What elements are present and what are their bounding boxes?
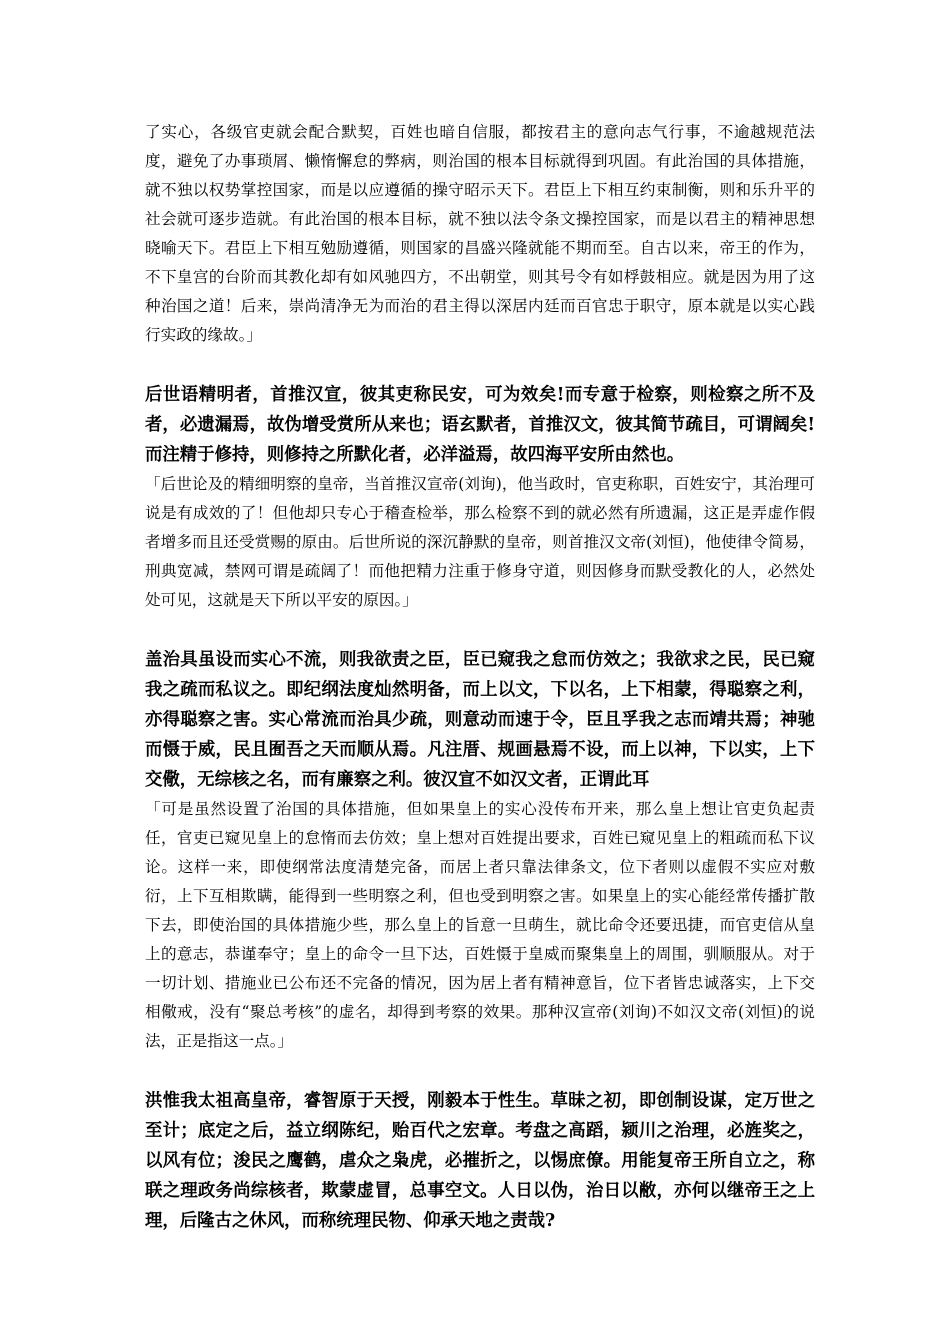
translation-paragraph-1: 了实心，各级官吏就会配合默契，百姓也暗自信服，都按君主的意向志气行事，不逾越规范法度，避免了办事琐屑、懒惰懈怠的弊病，则治国的根本目标就得到巩固。有此治国的具体措施，就不独以权势掌控国家，而是以应遵循的操守昭示天下。君臣上下相互约束制衡，则和乐升平的社会就可逐步造就。有此治国的根本目标，就不独以法令条文操控国家，而是以君主的精神思想晓喻天下。君臣上下相互勉励遵循，则国家的昌盛兴隆就能不期而至。自古以来，帝王的作为，不下皇宫的台阶而其教化却有如风驰四方，不出朝堂，则其号令有如桴鼓相应。就是因为用了这种治国之道！后来，崇尚清净无为而治的君主得以深居内廷而百官忠于职守，原本就是以实心践行实政的缘故。」 bbox=[145, 123, 815, 344]
translation-paragraph-3: 「可是虽然设置了治国的具体措施，但如果皇上的实心没传布开来，那么皇上想让官吏负起责任，官吏已窥见皇上的怠惰而去仿效；皇上想对百姓提出要求，百姓已窥见皇上的粗疏而私下议论。这样一来，即使纲常法度清楚完备，而居上者只靠法律条文，位下者则以虚假不实应对敷衍，上下互相欺瞒，能得到一些明察之利，但也受到明察之害。如果皇上的实心能经常传播扩散下去，即使治国的具体措施少些，那么皇上的旨意一旦萌生，就比命令还要迅捷，而官吏信从皇上的意志，恭谨奉守；皇上的命令一旦下达，百姓慑于皇威而聚集皇上的周围，驯顺服从。对于一切计划、措施业已公布还不完备的情况，因为居上者有精神意旨，位下者皆忠诚落实，上下交相儆戒，没有“聚总考核”的虚名，却得到考察的效果。那种汉宣帝(刘询)不如汉文帝(刘恒)的说法，正是指这一点。」 bbox=[145, 800, 815, 1050]
original-text-paragraph-3: 洪惟我太祖高皇帝，睿智原于天授，刚毅本于性生。草昧之初，即创制设谋，定万世之至计；底定之后，益立纲陈纪，贻百代之宏章。考盘之高蹈，颍川之治理，必旌奖之，以风有位；浚民之鹰鹤，虐众之枭虎，必摧折之，以惕庶僚。用能复帝王所自立之，称联之理政务尚综核者，欺蒙虚冒，总事空文。人日以伪，治日以敝，亦何以继帝王之上理，后隆古之休风，而称统理民物、仰承天地之责哉? bbox=[145, 1091, 815, 1231]
paragraph-gap bbox=[145, 615, 815, 645]
document-page bbox=[145, 118, 815, 1236]
original-text-paragraph-1: 后世语精明者，首推汉宣，彼其吏称民安，可为效矣!而专意于检察，则检察之所不及者，必遗漏焉，故伪增受赏所从来也；语玄默者，首推汉文，彼其简节疏目，可谓阔矣!而注精于修持，则修持之所默化者，必洋溢焉，故四海平安所由然也。 bbox=[145, 385, 815, 465]
paragraph-gap bbox=[145, 350, 815, 380]
paragraph-gap bbox=[145, 1056, 815, 1086]
translation-paragraph-2: 「后世论及的精细明察的皇帝，当首推汉宣帝(刘询)，他当政时，官吏称职，百姓安宁，其治理可说是有成效的了！但他却只专心于稽查检举，那么检察不到的就必然有所遗漏，这正是弄虚作假者增多而且还受赏赐的原由。后世所说的深沉静默的皇帝，则首推汉文帝(刘恒)，他使律令简易，刑典宽减，禁网可谓是疏阔了！而他把精力注重于修身守道，则因修身而默受教化的人，必然处处可见，这就是天下所以平安的原因。」 bbox=[145, 475, 815, 609]
original-text-paragraph-2: 盖治具虽设而实心不流，则我欲责之臣，臣已窥我之怠而仿效之；我欲求之民，民已窥我之疏而私议之。即纪纲法度灿然明备，而上以文，下以名，上下相蒙，得聪察之利，亦得聪察之害。实心常流而治具少疏，则意动而速于令，臣且孚我之志而靖共焉；神驰而慑于威，民且囿吾之天而顺从焉。凡注厝、规画悬焉不设，而上以神，下以实，上下交儆，无综核之名，而有廉察之利。彼汉宣不如汉文者，正谓此耳 bbox=[145, 650, 815, 790]
